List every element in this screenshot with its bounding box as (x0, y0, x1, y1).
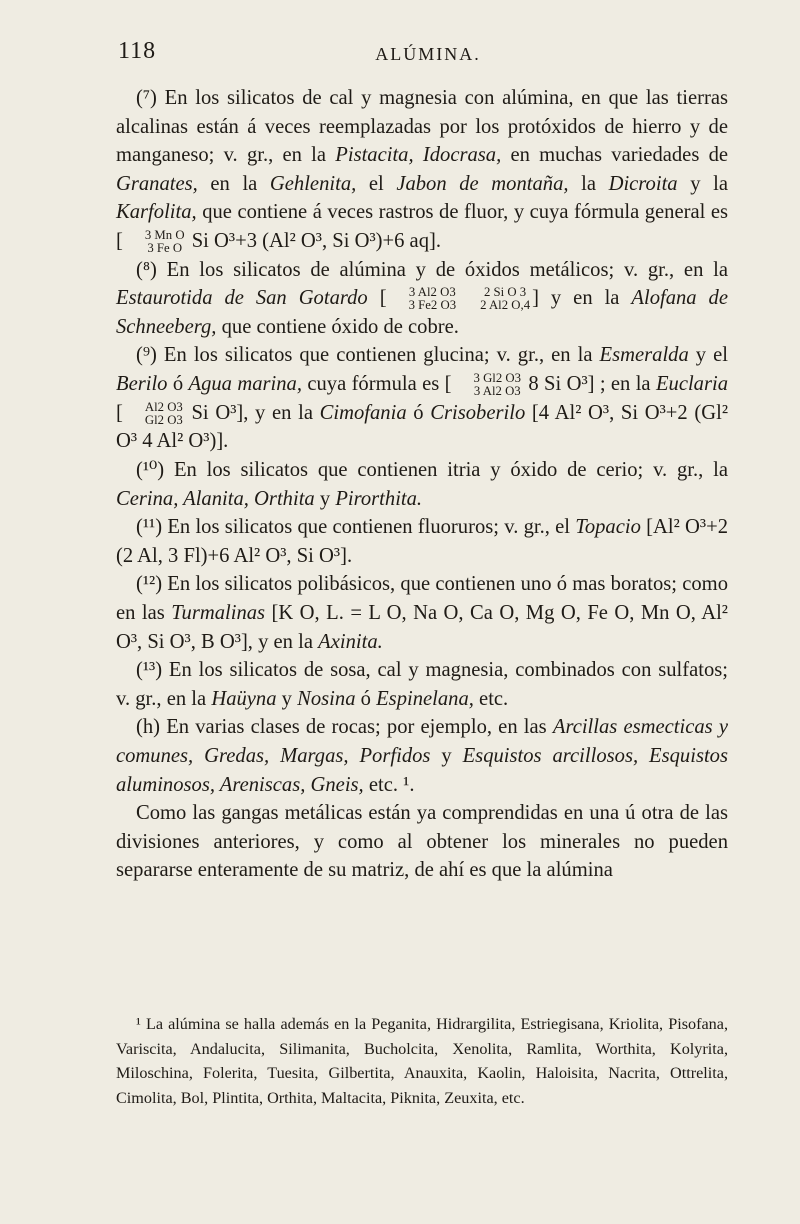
paragraph-como: Como las gangas metálicas están ya comprendidas en una ú otra de las divisiones anteriores, y como al obtener los minerales no pueden separarse enteramente de su matriz, de ahí es que la alúmina (116, 802, 728, 882)
paragraph-7: (⁷) En los silicatos de cal y magnesia con alúmina, en que las tierras alcalinas están á veces reemplazadas por los protóxidos de hierro y de manganeso; v. gr., en la Pistacita, Idocrasa, en muchas variedades de Granates, en la Gehlenita, el Jabon de montaña, la Dicroita y la Karfolita, que contiene á veces rastros de fluor, y cuya fórmula general es [ 3 Mn O 3 Fe O Si O³+3 (Al² O³, Si O³)+6 aq]. (116, 87, 729, 256)
formula-fraction: 2 Si O 3 2 Al2 O,4 (480, 285, 531, 313)
footnote: ¹ La alúmina se halla además en la Peganita, Hidrargilita, Estriegisana, Kriolita, Pisofana, Variscita, Andalucita, Silimanita, Bucholcita, Xenolita, Ramlita, Worthita, Kolyrita, Miloschina, Folerita, Tuesita, Gilbertita, Anauxita, Kaolin, Haloisita, Nacrita, Ottrelita, Cimolita, Bol, Plintita, Orthita, Maltacita, Piknita, Zeuxita, etc. (116, 1015, 728, 1107)
paragraph-12: (¹²) En los silicatos polibásicos, que contienen uno ó mas boratos; como en las Turmalinas [K O, L. = L O, Na O, Ca O, Mg O, Fe O, Mn O, Al² O³, Si O³, B O³], y en la Axinita. (116, 573, 728, 653)
paragraph-9: (⁹) En los silicatos que contienen glucina; v. gr., en la Esmeralda y el Berilo ó Agua marina, cuya fórmula es [ 3 Gl2 O3 3 Al2 O3 8 Si O³] ; en la Euclaria [ Al2 O3 Gl2 O3 Si O³], y en la Cimofania ó Crisoberilo [4 Al² O³, Si O³+2 (Gl² O³ 4 Al² O³)]. (116, 344, 729, 453)
running-title: ALÚMINA. (375, 44, 481, 64)
body-text (116, 84, 728, 885)
paragraph-8: (⁸) En los silicatos de alúmina y de óxidos metálicos; v. gr., en la Estaurotida de San Gotardo [ 3 Al2 O3 3 Fe2 O3 2 Si O 3 2 Al2 O,4 ] y en la Alofana de Schneeberg, que contiene óxido de cobre. (116, 258, 728, 338)
formula-fraction: 3 Mn O 3 Fe O (144, 227, 185, 256)
paragraph-h: (h) En varias clases de rocas; por ejemplo, en las Arcillas esmecticas y comunes, Gredas, Margas, Porfidos y Esquistos arcillosos, Esquistos aluminosos, Areniscas, Gneis, etc. ¹. (116, 716, 728, 796)
formula-fraction: 3 Gl2 O3 3 Al2 O3 (473, 370, 522, 399)
page-header (118, 38, 738, 68)
paragraph-11: (¹¹) En los silicatos que contienen fluoruros; v. gr., el Topacio [Al² O³+2 (2 Al, 3 Fl)+6 Al² O³, Si O³]. (116, 516, 728, 567)
page-number: 118 (118, 38, 157, 64)
formula-fraction: Al2 O3 Gl2 O3 (144, 399, 183, 427)
paragraph-13: (¹³) En los silicatos de sosa, cal y magnesia, combinados con sulfatos; v. gr., en la Haüyna y Nosina ó Espinelana, etc. (116, 659, 728, 710)
paragraph-10: (¹⁰) En los silicatos que contienen itria y óxido de cerio; v. gr., la Cerina, Alanita, Orthita y Pirorthita. (116, 458, 728, 510)
formula-fraction: 3 Al2 O3 3 Fe2 O3 (408, 285, 457, 313)
